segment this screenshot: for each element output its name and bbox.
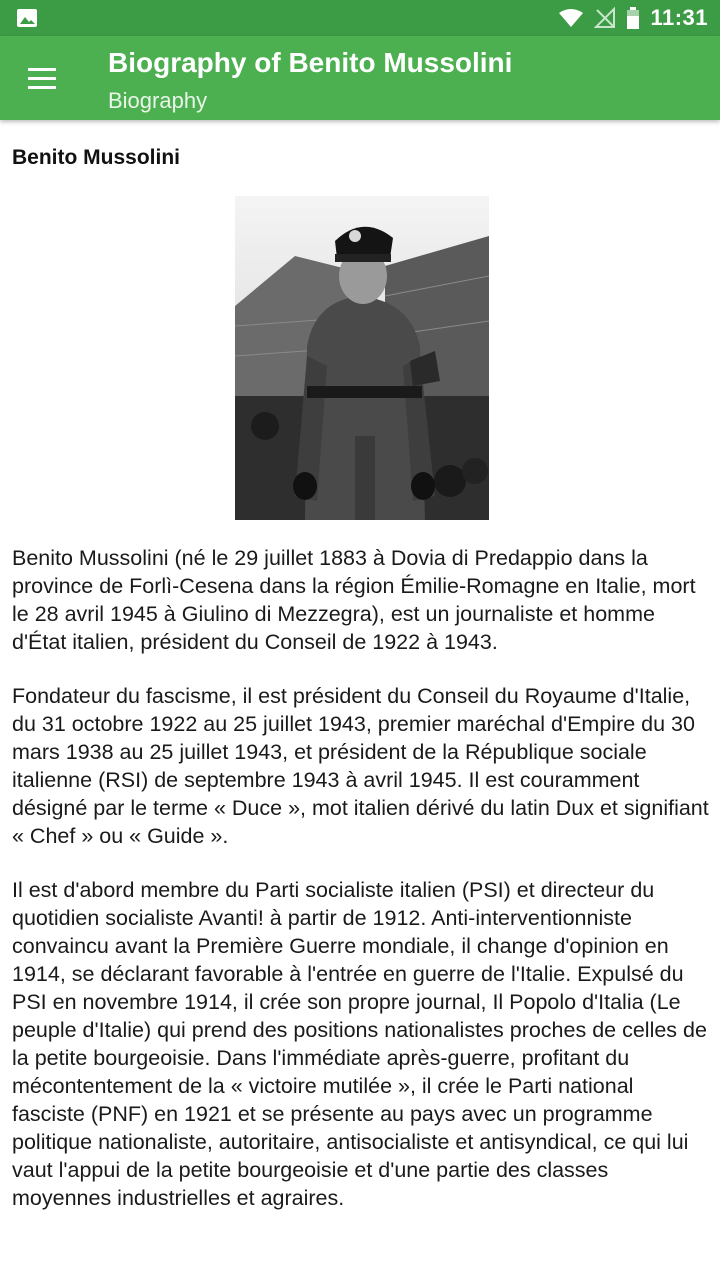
article <box>12 142 712 1212</box>
image-icon <box>16 8 38 28</box>
status-time: 11:31 <box>650 5 708 30</box>
app-bar <box>0 36 720 120</box>
paragraph-1: Benito Mussolini (né le 29 juillet 1883 à Dovia di Predappio dans la province de Forlì-Cesena dans la région Émilie-Romagne en Italie, mort le 28 avril 1945 à Giulino di Mezzegra), est un journaliste et homme d'État italien, président du Conseil de 1922 à 1943. <box>12 546 696 654</box>
page-subtitle: Biography <box>108 88 208 113</box>
status-icons <box>558 0 708 36</box>
wifi-icon <box>558 8 584 28</box>
battery-icon <box>626 7 640 29</box>
article-heading: Benito Mussolini <box>12 146 180 169</box>
no-signal-icon <box>594 7 616 29</box>
paragraph-2: Fondateur du fascisme, il est président du Conseil du Royaume d'Italie, du 31 octobre 1922 au 25 juillet 1943, premier maréchal d'Empire du 30 mars 1938 au 25 juillet 1943, et président de la République sociale italienne (RSI) de septembre 1943 à avril 1945. Il est couramment désigné par le terme « Duce », mot italien dérivé du latin Dux et signifiant « Chef » ou « Guide ». <box>12 684 709 848</box>
portrait-photo <box>235 196 489 520</box>
page-title: Biography of Benito Mussolini <box>108 47 513 78</box>
menu-icon <box>28 68 56 71</box>
paragraph-3: Il est d'abord membre du Parti socialiste italien (PSI) et directeur du quotidien socialiste Avanti! à partir de 1912. Anti-interventionniste convaincu avant la Première Guerre mondiale, il change d'opinion en 1914, se déclarant favorable à l'entrée en guerre de l'Italie. Expulsé du PSI en novembre 1914, il crée son propre journal, Il Popolo d'Italia (Le peuple d'Italie) qui prend des positions nationalistes proches de celles de la petite bourgeoisie. Dans l'immédiate après-guerre, profitant du mécontentement de la « victoire mutilée », il crée le Parti national fasciste (PNF) en 1921 et se présente au pays avec un programme politique nationaliste, autoritaire, antisocialiste et antisyndical, ce qui lui vaut l'appui de la petite bourgeoisie et d'une partie des classes moyennes industrielles et agraires. <box>12 878 707 1210</box>
status-bar <box>0 0 720 36</box>
menu-button[interactable] <box>20 56 64 100</box>
